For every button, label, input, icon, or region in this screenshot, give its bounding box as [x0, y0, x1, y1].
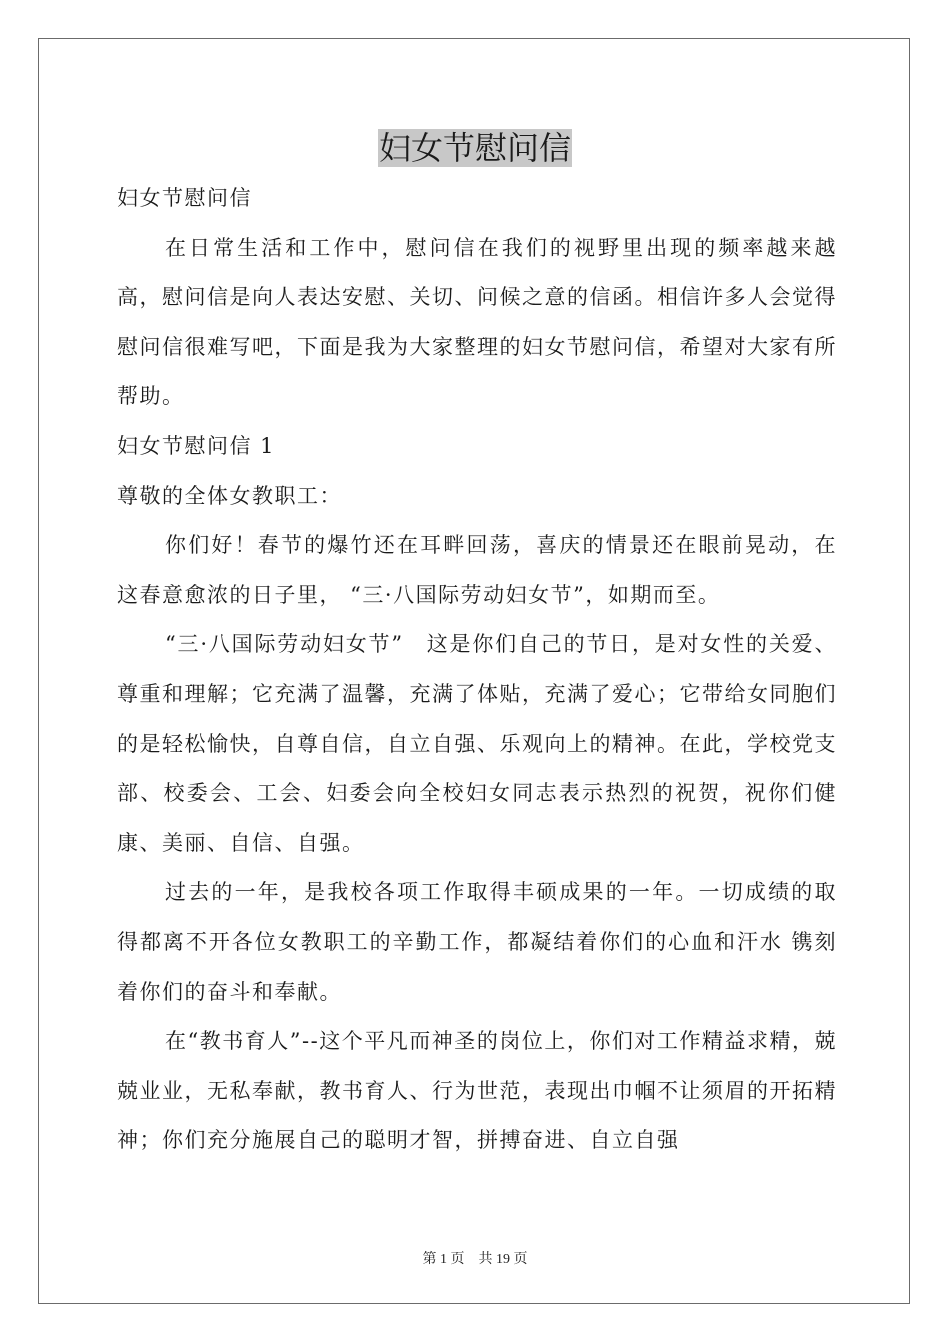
document-body: [117, 174, 837, 1166]
paragraph-festival: “三·八国际劳动妇女节” 这是你们自己的节日，是对女性的关爱、尊重和理解；它充满了温馨，充满了体贴，充满了爱心；它带给女同胞们的是轻松愉快，自尊自信，自立自强、乐观向上的精神。在此，学校党支部、校委会、工会、妇委会向全校妇女同志表示热烈的祝贺，祝你们健康、美丽、自信、自强。: [117, 632, 837, 855]
page-footer: [0, 1248, 950, 1268]
paragraph-greeting: 你们好！春节的爆竹还在耳畔回荡，喜庆的情景还在眼前晃动，在这春意愈浓的日子里， “三·八国际劳动妇女节”，如期而至。: [117, 533, 837, 607]
paragraph-past-year: 过去的一年，是我校各项工作取得丰硕成果的一年。一切成绩的取得都离不开各位女教职工的辛勤工作，都凝结着你们的心血和汗水 镌刻着你们的奋斗和奉献。: [117, 880, 837, 1004]
paragraph-intro: 在日常生活和工作中，慰问信在我们的视野里出现的频率越来越高，慰问信是向人表达安慰、关切、问候之意的信函。相信许多人会觉得慰问信很难写吧，下面是我为大家整理的妇女节慰问信，希望对大家有所帮助。: [117, 235, 837, 409]
page-number: 第 1 页: [422, 1252, 465, 1267]
paragraph-teaching: 在“教书育人”--这个平凡而神圣的岗位上，你们对工作精益求精，兢兢业业，无私奉献，教书育人、行为世范，表现出巾帼不让须眉的开拓精神；你们充分施展自己的聪明才智，拼搏奋进、自立自强: [117, 1029, 837, 1153]
page-total: 共 19 页: [478, 1252, 528, 1267]
document-title-text: 妇女节慰问信: [378, 129, 571, 167]
paragraph-salutation: 尊敬的全体女教职工：: [117, 483, 342, 508]
paragraph-section-title: 妇女节慰问信 1: [117, 433, 276, 458]
document-title: [0, 126, 950, 170]
paragraph-heading: 妇女节慰问信: [117, 186, 252, 210]
